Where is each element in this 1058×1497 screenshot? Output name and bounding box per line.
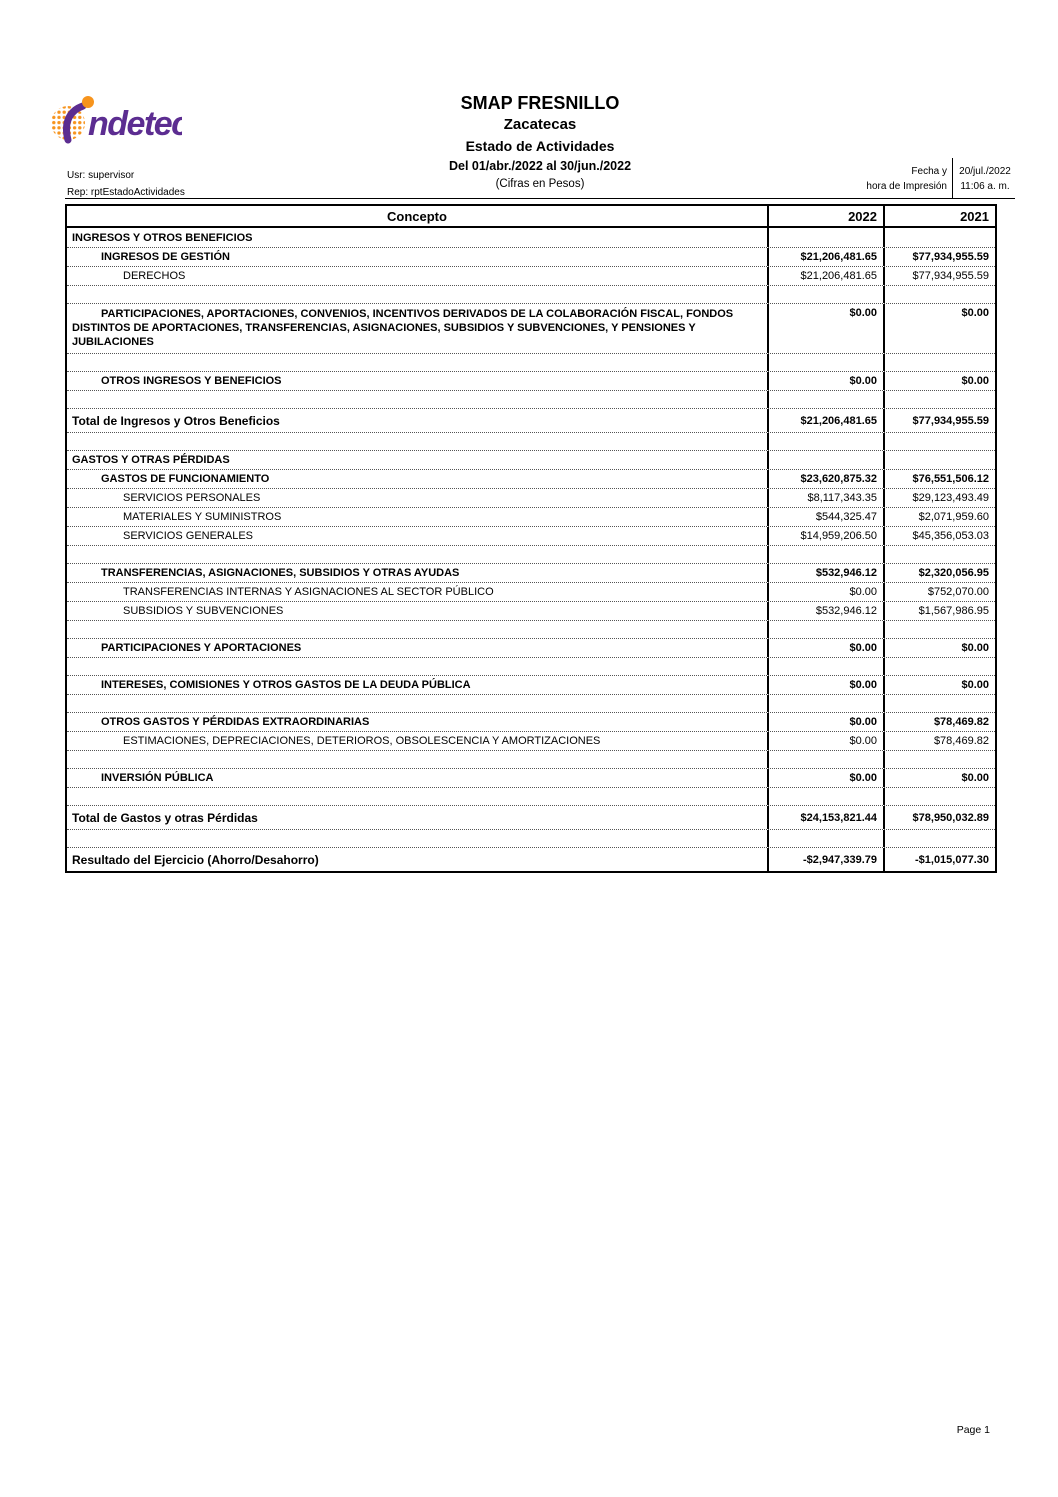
concept-cell bbox=[67, 838, 767, 840]
table-row bbox=[67, 712, 995, 731]
value-2022-cell bbox=[767, 695, 883, 712]
value-2021-cell bbox=[883, 354, 995, 371]
report-label: Rep: rptEstadoActividades bbox=[67, 187, 185, 198]
logo-wordmark: ndetec bbox=[88, 105, 182, 143]
value-2021-cell: $0.00 bbox=[883, 769, 995, 787]
header-divider bbox=[65, 198, 1015, 199]
concept-cell bbox=[67, 796, 767, 798]
value-2022-cell bbox=[767, 354, 883, 371]
table-row bbox=[67, 488, 995, 507]
value-2021-cell: $77,934,955.59 bbox=[883, 248, 995, 266]
concept-cell bbox=[67, 666, 767, 668]
table-header-row bbox=[67, 206, 995, 228]
column-header-2022: 2022 bbox=[767, 206, 883, 226]
concept-cell bbox=[67, 399, 767, 401]
value-2022-cell bbox=[767, 830, 883, 847]
blank-row bbox=[67, 285, 995, 303]
page-number: Page 1 bbox=[956, 1424, 990, 1436]
blank-row bbox=[67, 390, 995, 408]
value-2021-cell: $2,071,959.60 bbox=[883, 508, 995, 526]
table-row bbox=[67, 266, 995, 285]
value-2021-cell bbox=[883, 658, 995, 675]
value-2021-cell: $0.00 bbox=[883, 676, 995, 694]
concept-cell: SUBSIDIOS Y SUBVENCIONES bbox=[123, 605, 284, 617]
table-row bbox=[67, 228, 995, 247]
table-row bbox=[67, 469, 995, 488]
value-2022-cell: $24,153,821.44 bbox=[767, 806, 883, 829]
concept-cell: TRANSFERENCIAS, ASIGNACIONES, SUBSIDIOS Y OTRAS AYUDAS bbox=[101, 567, 460, 579]
value-2022-cell bbox=[767, 286, 883, 303]
column-header-2021: 2021 bbox=[883, 206, 995, 226]
table-row bbox=[67, 526, 995, 545]
concept-cell: ESTIMACIONES, DEPRECIACIONES, DETERIOROS, OBSOLESCENCIA Y AMORTIZACIONES bbox=[123, 735, 601, 747]
value-2021-cell: $0.00 bbox=[883, 304, 995, 353]
report-title: Estado de Actividades bbox=[465, 138, 615, 154]
print-date: 20/jul./2022 bbox=[959, 166, 1011, 177]
table-row bbox=[67, 638, 995, 657]
value-2022-cell bbox=[767, 751, 883, 768]
print-info bbox=[866, 158, 1015, 199]
value-2021-cell: $76,551,506.12 bbox=[883, 470, 995, 488]
value-2022-cell bbox=[767, 621, 883, 638]
print-info-label bbox=[866, 158, 953, 199]
org-name: SMAP FRESNILLO bbox=[460, 93, 620, 113]
print-label-line2: hora de Impresión bbox=[866, 181, 947, 192]
value-2022-cell bbox=[767, 658, 883, 675]
concept-cell: DERECHOS bbox=[123, 270, 186, 282]
value-2022-cell: $8,117,343.35 bbox=[767, 489, 883, 507]
value-2022-cell: -$2,947,339.79 bbox=[767, 848, 883, 871]
table-row bbox=[67, 408, 995, 432]
state-name: Zacatecas bbox=[503, 116, 577, 133]
concept-cell: INGRESOS Y OTROS BENEFICIOS bbox=[72, 231, 253, 244]
value-2021-cell bbox=[883, 451, 995, 469]
value-2021-cell: $77,934,955.59 bbox=[883, 267, 995, 285]
value-2022-cell: $544,325.47 bbox=[767, 508, 883, 526]
concept-cell: INGRESOS DE GESTIÓN bbox=[101, 251, 230, 263]
value-2022-cell bbox=[767, 433, 883, 450]
concept-cell: Resultado del Ejercicio (Ahorro/Desahorro) bbox=[72, 852, 319, 867]
blank-row bbox=[67, 545, 995, 563]
value-2022-cell: $0.00 bbox=[767, 639, 883, 657]
concept-cell: INVERSIÓN PÚBLICA bbox=[101, 772, 214, 784]
value-2021-cell bbox=[883, 433, 995, 450]
value-2021-cell: $1,567,986.95 bbox=[883, 602, 995, 620]
concept-cell bbox=[67, 554, 767, 556]
concept-cell: OTROS GASTOS Y PÉRDIDAS EXTRAORDINARIAS bbox=[101, 716, 370, 728]
value-2022-cell bbox=[767, 451, 883, 469]
value-2022-cell: $21,206,481.65 bbox=[767, 248, 883, 266]
value-2022-cell: $0.00 bbox=[767, 372, 883, 390]
concept-cell bbox=[67, 441, 767, 443]
value-2021-cell bbox=[883, 391, 995, 408]
report-period: Del 01/abr./2022 al 30/jun./2022 bbox=[448, 159, 632, 173]
value-2022-cell: $532,946.12 bbox=[767, 564, 883, 582]
report-table-body bbox=[67, 228, 995, 871]
concept-cell: INTERESES, COMISIONES Y OTROS GASTOS DE LA DEUDA PÚBLICA bbox=[101, 679, 471, 691]
concept-cell: PARTICIPACIONES, APORTACIONES, CONVENIOS, INCENTIVOS DERIVADOS DE LA COLABORACIÓN FISCAL, FONDOS DISTINTOS DE APORTACIONES, TRANSFERENCIAS, ASIGNACIONES, SUBSIDIOS Y SUBVENCIONES, Y PENSIONES Y JUBILACIONES bbox=[72, 308, 734, 348]
concept-cell bbox=[67, 629, 767, 631]
concept-cell: MATERIALES Y SUMINISTROS bbox=[123, 511, 282, 523]
table-row bbox=[67, 731, 995, 750]
value-2022-cell: $0.00 bbox=[767, 769, 883, 787]
column-header-concepto: Concepto bbox=[387, 208, 447, 224]
value-2021-cell bbox=[883, 830, 995, 847]
concept-cell bbox=[67, 362, 767, 364]
table-row bbox=[67, 601, 995, 620]
blank-row bbox=[67, 432, 995, 450]
blank-row bbox=[67, 657, 995, 675]
table-row bbox=[67, 563, 995, 582]
blank-row bbox=[67, 353, 995, 371]
concept-cell bbox=[67, 759, 767, 761]
print-label-line1: Fecha y bbox=[911, 166, 947, 177]
report-table bbox=[65, 204, 997, 873]
table-row bbox=[67, 371, 995, 390]
value-2021-cell: $29,123,493.49 bbox=[883, 489, 995, 507]
table-row bbox=[67, 303, 995, 353]
concept-cell: PARTICIPACIONES Y APORTACIONES bbox=[101, 642, 302, 654]
blank-row bbox=[67, 620, 995, 638]
table-row bbox=[67, 847, 995, 871]
value-2022-cell: $14,959,206.50 bbox=[767, 527, 883, 545]
value-2022-cell: $21,206,481.65 bbox=[767, 267, 883, 285]
value-2022-cell: $0.00 bbox=[767, 583, 883, 601]
table-row bbox=[67, 805, 995, 829]
concept-cell: SERVICIOS GENERALES bbox=[123, 530, 254, 542]
concept-cell bbox=[67, 703, 767, 705]
value-2022-cell bbox=[767, 546, 883, 563]
value-2021-cell bbox=[883, 228, 995, 247]
value-2021-cell bbox=[883, 286, 995, 303]
value-2021-cell: $78,469.82 bbox=[883, 713, 995, 731]
table-row bbox=[67, 768, 995, 787]
blank-row bbox=[67, 750, 995, 768]
table-row bbox=[67, 507, 995, 526]
value-2021-cell bbox=[883, 695, 995, 712]
concept-cell: OTROS INGRESOS Y BENEFICIOS bbox=[101, 375, 282, 387]
report-units: (Cifras en Pesos) bbox=[495, 178, 585, 190]
value-2021-cell: $752,070.00 bbox=[883, 583, 995, 601]
value-2022-cell bbox=[767, 228, 883, 247]
concept-cell: Total de Gastos y otras Pérdidas bbox=[72, 810, 258, 825]
value-2022-cell: $0.00 bbox=[767, 676, 883, 694]
value-2021-cell: $45,356,053.03 bbox=[883, 527, 995, 545]
value-2021-cell: $0.00 bbox=[883, 639, 995, 657]
value-2021-cell: $77,934,955.59 bbox=[883, 409, 995, 432]
concept-cell: TRANSFERENCIAS INTERNAS Y ASIGNACIONES AL SECTOR PÚBLICO bbox=[123, 586, 494, 598]
table-row bbox=[67, 582, 995, 601]
blank-row bbox=[67, 787, 995, 805]
value-2021-cell bbox=[883, 751, 995, 768]
print-time: 11:06 a. m. bbox=[960, 181, 1010, 192]
value-2022-cell bbox=[767, 391, 883, 408]
concept-cell: GASTOS Y OTRAS PÉRDIDAS bbox=[72, 454, 230, 466]
value-2021-cell bbox=[883, 788, 995, 805]
value-2022-cell: $532,946.12 bbox=[767, 602, 883, 620]
meta-left bbox=[67, 167, 185, 201]
value-2021-cell: $78,950,032.89 bbox=[883, 806, 995, 829]
blank-row bbox=[67, 829, 995, 847]
concept-cell bbox=[67, 294, 767, 296]
value-2021-cell: $2,320,056.95 bbox=[883, 564, 995, 582]
value-2021-cell: $0.00 bbox=[883, 372, 995, 390]
value-2021-cell bbox=[883, 546, 995, 563]
value-2021-cell: -$1,015,077.30 bbox=[883, 848, 995, 871]
value-2022-cell: $0.00 bbox=[767, 304, 883, 353]
value-2022-cell bbox=[767, 788, 883, 805]
table-row bbox=[67, 675, 995, 694]
value-2021-cell: $78,469.82 bbox=[883, 732, 995, 750]
value-2022-cell: $0.00 bbox=[767, 732, 883, 750]
concept-cell: Total de Ingresos y Otros Beneficios bbox=[72, 413, 280, 428]
value-2022-cell: $0.00 bbox=[767, 713, 883, 731]
table-row bbox=[67, 450, 995, 469]
value-2021-cell bbox=[883, 621, 995, 638]
user-label: Usr: supervisor bbox=[67, 170, 135, 181]
concept-cell: SERVICIOS PERSONALES bbox=[123, 492, 261, 504]
concept-cell: GASTOS DE FUNCIONAMIENTO bbox=[101, 473, 270, 485]
blank-row bbox=[67, 694, 995, 712]
table-row bbox=[67, 247, 995, 266]
value-2022-cell: $23,620,875.32 bbox=[767, 470, 883, 488]
print-info-values bbox=[953, 158, 1015, 199]
value-2022-cell: $21,206,481.65 bbox=[767, 409, 883, 432]
